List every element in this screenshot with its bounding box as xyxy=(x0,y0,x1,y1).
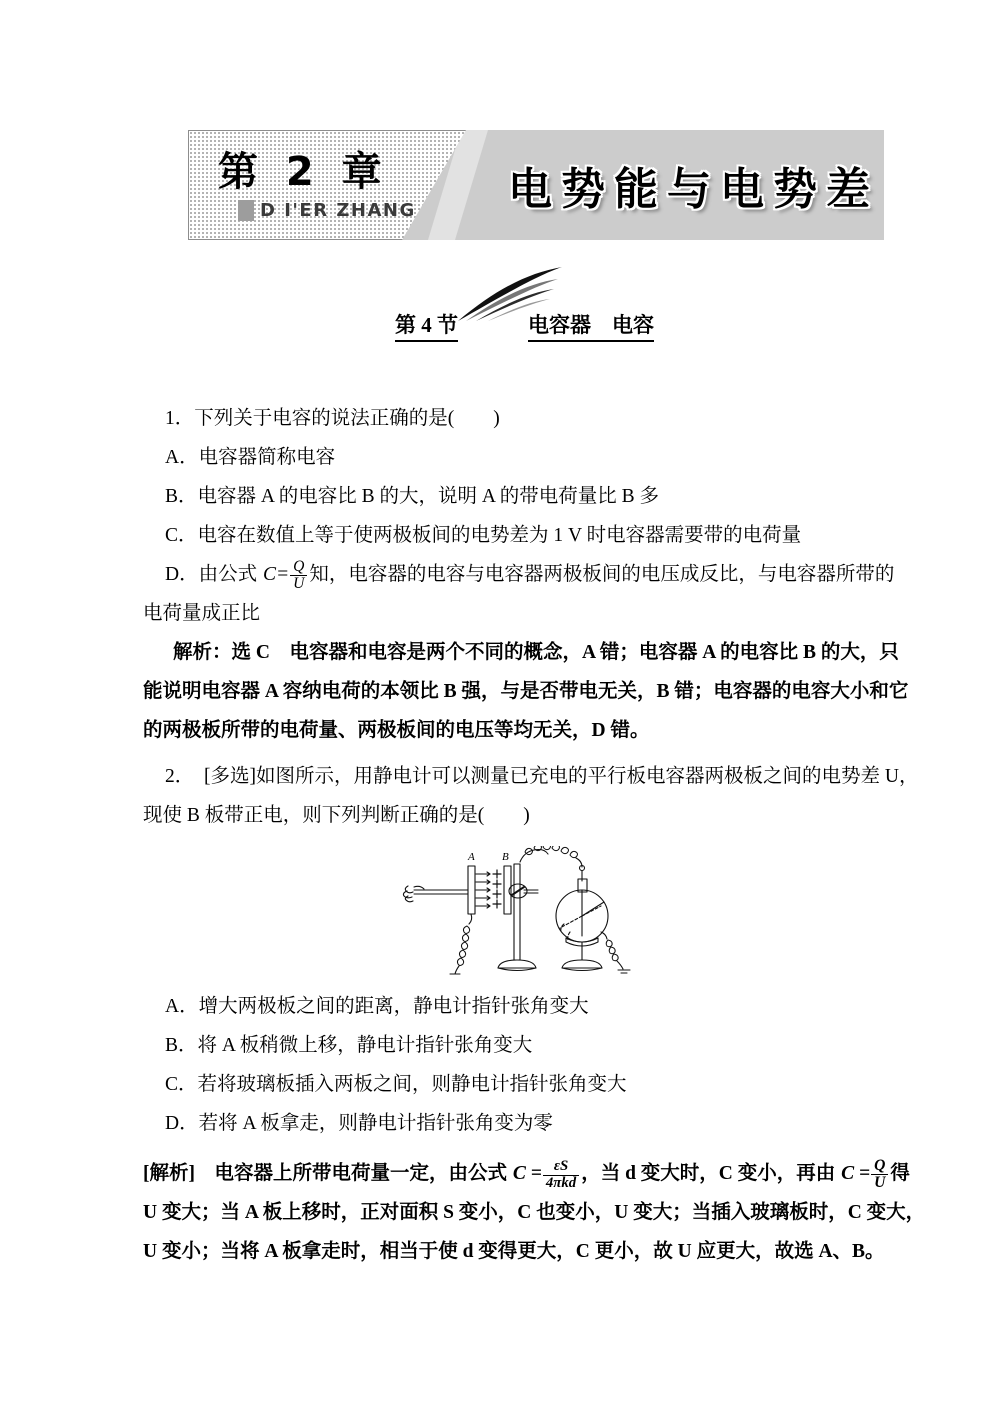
section-heading xyxy=(395,265,695,345)
question-1-analysis xyxy=(143,634,909,750)
section-title: 电容器 电容 xyxy=(528,309,654,342)
analysis-line-2: U 变大；当 A 板上移时，正对面积 S 变小，C 也变小，U 变大；当插入玻璃板时，C 变大， xyxy=(143,1202,926,1223)
exercise-content xyxy=(143,400,926,1272)
question-2-option-a[interactable]: A．增大两极板之间的距离，静电计指针张角变大 xyxy=(165,996,589,1017)
pinyin-swatch-icon xyxy=(238,200,254,221)
capacitor-electrometer-figure xyxy=(398,846,653,976)
figure-svg xyxy=(398,846,653,976)
analysis-line: 的两极板所带的电荷量、两极板间的电压等均无关，D 错。 xyxy=(143,720,650,741)
question-2-analysis xyxy=(143,1155,926,1271)
question-2-block xyxy=(143,758,919,835)
analysis-line: 解析：选 C 电容器和电容是两个不同的概念，A 错；电容器 A 的电容比 B 的大，只 xyxy=(173,642,899,663)
question-1-option-a[interactable]: A．电容器简称电容 xyxy=(165,447,336,468)
question-1-stem: 1．下列关于电容的说法正确的是( ) xyxy=(165,408,500,429)
question-2-options xyxy=(143,988,883,1143)
chapter-title: 电势能与电势差 xyxy=(508,164,879,215)
question-2-option-d[interactable]: D．若将 A 板拿走，则静电计指针张角变为零 xyxy=(165,1113,553,1134)
question-2-stem-line-2: 现使 B 板带正电，则下列判断正确的是( ) xyxy=(143,805,530,826)
figure-label-b: B xyxy=(502,851,509,863)
chapter-pinyin-group xyxy=(238,200,416,221)
analysis-line: 能说明电容器 A 容纳电荷的本领比 B 强，与是否带电无关，B 错；电容器的电容大小和它 xyxy=(143,681,909,702)
formula-c-equals-q-over-u: C= $\frac{Q}{U}$ xyxy=(262,564,309,585)
analysis-label: [解析] xyxy=(143,1163,195,1184)
question-1-option-c[interactable]: C．电容在数值上等于使两极板间的电势差为 1 V 时电容器需要带的电荷量 xyxy=(165,525,802,546)
chapter-pinyin: D I'ER ZHANG xyxy=(260,200,416,221)
section-number: 第 4 节 xyxy=(395,309,458,342)
option-d-suffix: 知，电容器的电容与电容器两极板间的电压成反比，与电容器所带的 xyxy=(309,564,895,585)
formula-c-equals-eps-s-over-4pikd: C = $\frac{\varepsilon S}{\text{4πkd}}$ xyxy=(512,1163,581,1184)
figure-label-a: A xyxy=(468,851,475,863)
question-1-block xyxy=(143,400,895,633)
option-d-prefix: D．由公式 xyxy=(165,564,262,585)
question-1-option-d-line2[interactable]: 电荷量成正比 xyxy=(143,603,261,624)
question-2-option-b[interactable]: B．将 A 板稍微上移，静电计指针张角变大 xyxy=(165,1035,533,1056)
analysis-line-1: [解析] 电容器上所带电荷量一定，由公式 C = $\frac{\varepsilon S}{\text{4πkd}}$ ，当 d 变大时，C 变小，再由 C = $\frac{Q}{U}$ 得 xyxy=(143,1156,910,1192)
chapter-banner xyxy=(188,130,884,240)
chapter-number: 第 2 章 xyxy=(218,149,389,195)
question-2-option-c[interactable]: C．若将玻璃板插入两板之间，则静电计指针张角变大 xyxy=(165,1074,627,1095)
analysis-line-3: U 变小；当将 A 板拿走时，相当于使 d 变得更大，C 更小，故 U 应更大，故选 A、B。 xyxy=(143,1241,885,1262)
question-1-option-d[interactable] xyxy=(143,556,895,594)
question-2-stem-line-1: 2． [多选]如图所示，用静电计可以测量已充电的平行板电容器两极板之间的电势差 U， xyxy=(165,766,919,787)
formula-c-equals-q-over-u-2: C = $\frac{Q}{U}$ xyxy=(840,1163,890,1184)
question-1-option-b[interactable]: B．电容器 A 的电容比 B 的大，说明 A 的带电荷量比 B 多 xyxy=(165,486,660,507)
